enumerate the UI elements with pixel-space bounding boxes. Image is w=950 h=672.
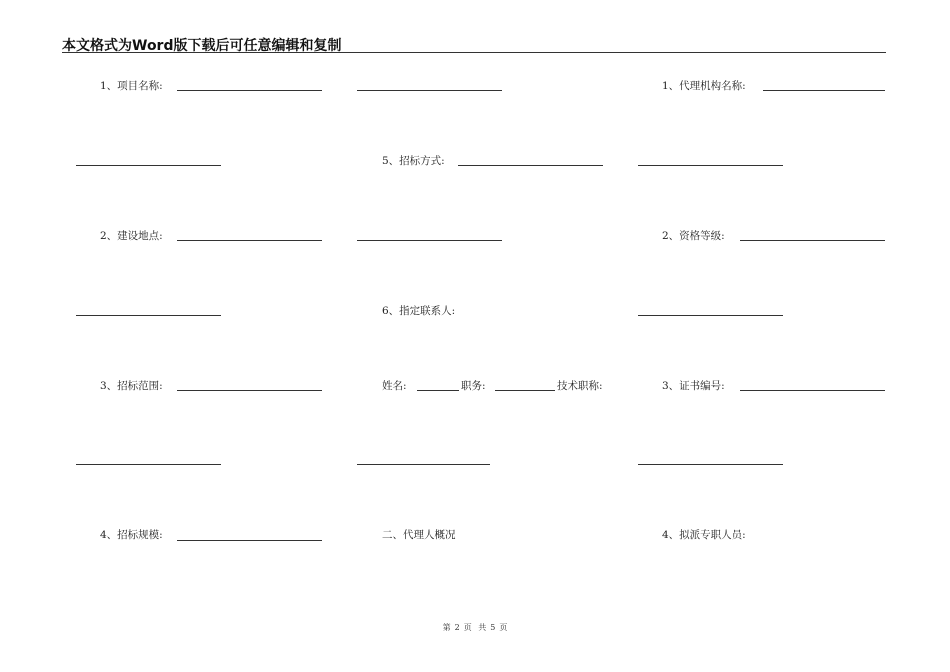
certificate-no-label: 3、证书编号: [662,380,725,392]
construction-site-label: 2、建设地点: [100,230,163,242]
footer-total-unit: 页 [499,623,508,632]
contact-title-field[interactable] [357,464,490,465]
construction-site-field[interactable] [177,240,322,241]
bidding-scope-field-wrap[interactable] [76,464,221,465]
project-name-label: 1、项目名称: [100,80,163,92]
page-footer [0,622,950,633]
bidding-method-label: 5、招标方式: [382,155,445,167]
qualification-grade-field-wrap[interactable] [638,315,783,316]
project-name-field-continued[interactable] [357,90,502,91]
agency-name-field-wrap[interactable] [638,165,783,166]
project-name-field[interactable] [177,90,322,91]
qualification-grade-field[interactable] [740,240,885,241]
construction-site-field-wrap[interactable] [76,315,221,316]
bidding-scope-label: 3、招标范围: [100,380,163,392]
bidding-scope-field[interactable] [177,390,322,391]
footer-page-unit: 页 [463,623,472,632]
footer-total-prefix: 共 [478,623,487,632]
assigned-staff-label: 4、拟派专职人员: [662,529,746,541]
qualification-grade-label: 2、资格等级: [662,230,725,242]
contact-position-field[interactable] [495,390,555,391]
contact-name-label: 姓名: [382,380,407,392]
agency-name-label: 1、代理机构名称: [662,80,746,92]
certificate-no-field[interactable] [740,390,885,391]
agent-overview-heading: 二、代理人概况 [382,529,456,541]
bidding-scale-label: 4、招标规模: [100,529,163,541]
bidding-scale-field[interactable] [177,540,322,541]
document-header: 本文格式为Word版下载后可任意编辑和复制 [62,38,342,54]
contact-position-label: 职务: [461,380,486,392]
footer-total-pages: 5 [490,623,496,632]
footer-prefix: 第 [442,623,451,632]
contact-name-field[interactable] [417,390,459,391]
certificate-no-field-wrap[interactable] [638,464,783,465]
contact-title-label: 技术职称: [557,380,603,392]
agency-name-field[interactable] [763,90,885,91]
bidding-method-field[interactable] [458,165,603,166]
project-name-field-wrap[interactable] [76,165,221,166]
footer-page-number: 2 [454,623,460,632]
header-rule [62,52,886,53]
construction-site-field-continued[interactable] [357,240,502,241]
designated-contact-label: 6、指定联系人: [382,305,456,317]
